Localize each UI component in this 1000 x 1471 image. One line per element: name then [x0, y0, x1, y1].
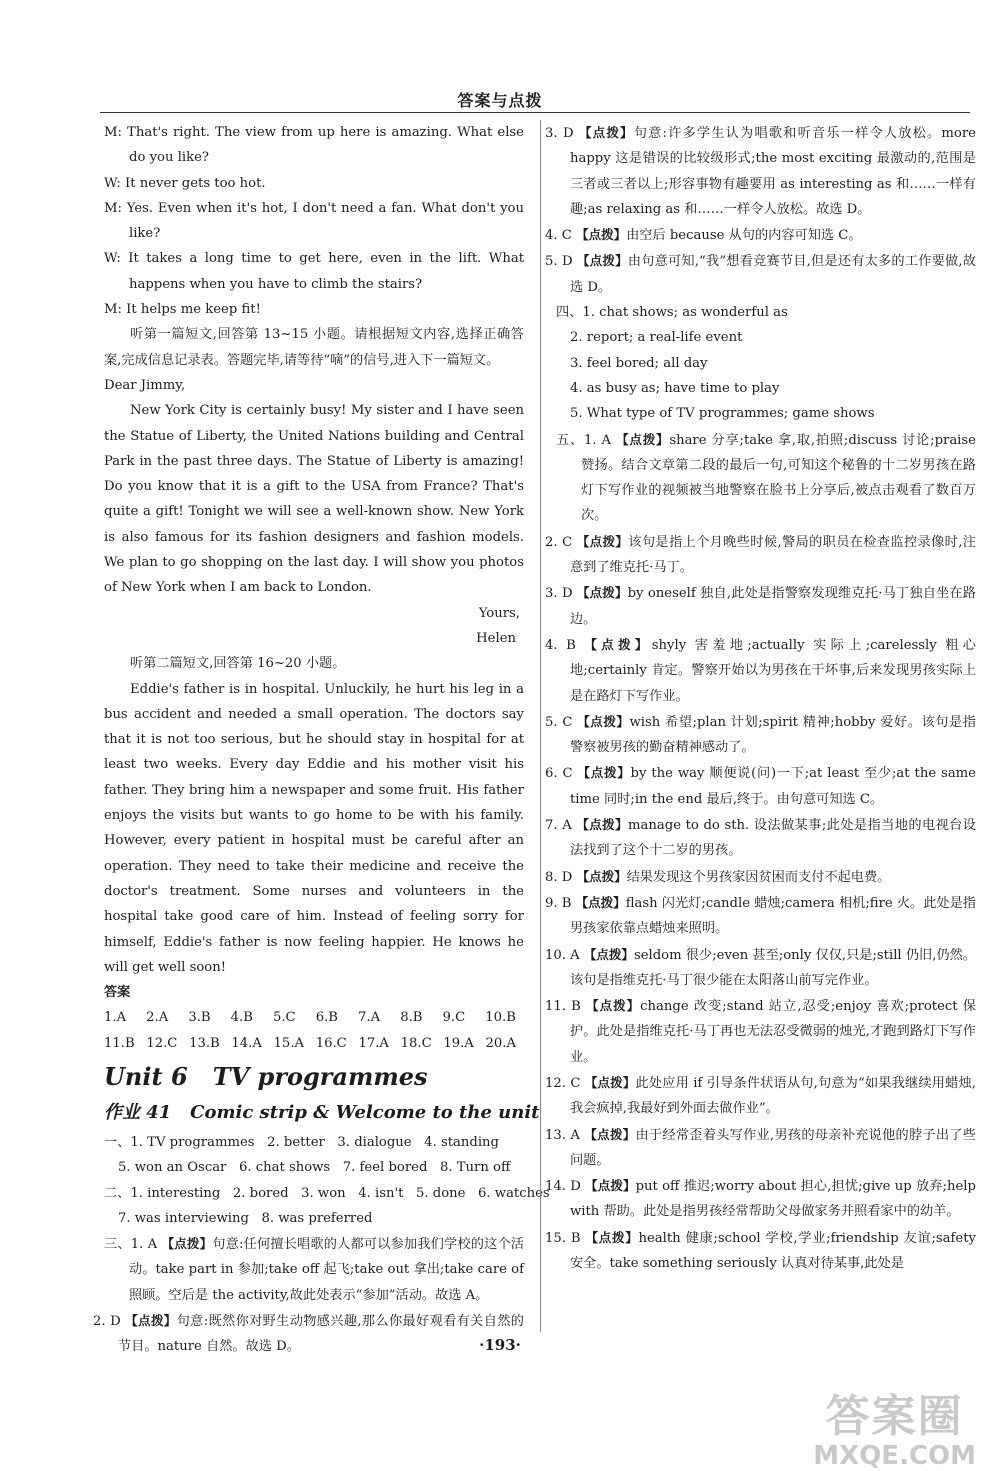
section-5-item	[545, 993, 976, 1070]
watermark-logo-text: 答案圈	[825, 1391, 964, 1442]
answer: 1.A	[104, 1010, 127, 1026]
item-text: 由句意可知,“我”想看竞赛节目,但是还有太多的工作要做,故选 D。	[570, 254, 976, 295]
key-label: 【点拨】	[585, 1229, 639, 1245]
letter-closing: Yours,	[478, 605, 520, 621]
answer: 12.C	[146, 1035, 178, 1051]
item-text: change 改变;stand 站立,忍受;enjoy 喜欢;protect 保护。此处是指维克托·马丁再也无法忍受微弱的烛光,才跑到路灯下写作业。	[570, 999, 976, 1065]
section-4-line: 2. report; a real-life event	[570, 330, 743, 346]
watermark-logo	[813, 1392, 976, 1442]
section-4-line: 四、1. chat shows; as wonderful as	[556, 305, 788, 321]
answers-row-1	[104, 1005, 524, 1030]
item-number: 5. D	[545, 254, 573, 270]
section-2-line: 二、1. interesting 2. bored 3. won 4. isn't 5. done 6. watches	[104, 1185, 550, 1201]
site-watermark	[813, 1392, 976, 1470]
letter-signature: Helen	[476, 630, 516, 646]
section-5-item	[545, 529, 976, 581]
item-number: 8. D	[545, 869, 573, 885]
answer: 10.B	[485, 1010, 516, 1026]
item-text: 句意:许多学生认为唱歌和听音乐一样令人放松。more happy 这是错误的比较级形式;the most exciting 最激动的,范围是三者或三者以上;形容事物有趣要用 as interesting as 和……一样有趣;as relaxing as 和……一样令人放松。故选 D。	[570, 126, 976, 217]
key-label: 【点拨】	[616, 431, 670, 447]
section-5-item	[545, 890, 976, 942]
key-label: 【点拨】	[161, 1236, 213, 1252]
dialogue-line: M: That's right. The view from up here is amazing. What else do you like?	[104, 125, 524, 166]
watermark-url: MXQE.COM	[813, 1441, 976, 1471]
key-label: 【点拨】	[576, 868, 627, 884]
item-number: 9. B	[545, 895, 572, 911]
key-label: 【点拨】	[576, 585, 628, 601]
answer: 2.A	[146, 1010, 169, 1026]
section-5-item	[545, 812, 976, 864]
item-text: by the way 顺便说(问)一下;at least 至少;at the same time 同时;in the end 最后,终于。由句意可知选 C。	[570, 766, 976, 807]
item-number: 14. D	[545, 1179, 581, 1195]
key-label: 【点拨】	[577, 765, 631, 781]
item-text: 句意:既然你对野生动物感兴趣,那么你最好观看有关自然的节目。nature 自然。故选 D。	[118, 1314, 524, 1355]
item-text: 该句是指上个月晚些时候,警局的职员在检查监控录像时,注意到了维克托·马丁。	[570, 534, 976, 576]
item-text: 结果发现这个男孩家因贫困而支付不起电费。	[626, 869, 891, 885]
answer: 16.C	[315, 1035, 347, 1051]
answer: 13.B	[189, 1035, 220, 1051]
section-5-item	[556, 427, 976, 529]
column-divider	[540, 120, 541, 1332]
answer: 5.C	[272, 1010, 296, 1026]
letter-greeting: Dear Jimmy,	[104, 377, 186, 393]
key-label: 【点拨】	[586, 998, 641, 1014]
answer: 9.C	[442, 1010, 466, 1026]
key-label: 【点拨】	[125, 1313, 177, 1329]
item-text: 由空后 because 从句的内容可知选 C。	[626, 228, 862, 244]
item-number: 3. D	[545, 126, 574, 141]
item-number: 12. C	[545, 1075, 581, 1091]
section-5-item	[545, 1225, 976, 1277]
listening-instruction-1: 听第一篇短文,回答第 13~15 小题。请根据短文内容,选择正确答案,完成信息记录表。答题完毕,请等待“嘀”的信号,进入下一篇短文。	[104, 327, 524, 368]
item-number: 5. C	[545, 714, 573, 730]
item-text: by oneself 独自,此处是指警察发现维克托·马丁独自坐在路边。	[570, 586, 976, 627]
key-label: 【点拨】	[578, 125, 634, 140]
answer: 8.B	[400, 1010, 423, 1026]
item-text: 句意:任何擅长唱歌的人都可以参加我们学校的这个活动。take part in 参加;take off 起飞;take out 拿出;take care of 照顾。空后是 the activity,故此处表示“参加”活动。故选 A。	[129, 1237, 524, 1303]
key-label: 【点拨】	[584, 1074, 636, 1090]
section-2-line: 7. was interviewing 8. was preferred	[118, 1210, 373, 1226]
item-text: put off 推迟;worry about 担心,担忧;give up 放弃;help with 帮助。此处是指男孩经常帮助父母做家务并照看家中的幼羊。	[570, 1179, 976, 1220]
dialogue-line: M: It helps me keep fit!	[104, 302, 261, 318]
item-text: manage to do sth. 设法做某事;此处是指当地的电视台设法找到了这个十二岁的男孩。	[570, 818, 976, 859]
dialogue-line: M: Yes. Even when it's hot, I don't need a fan. What don't you like?	[104, 200, 524, 242]
item-number: 三、1. A	[104, 1237, 158, 1253]
answer: 6.B	[315, 1010, 338, 1026]
key-label: 【点拨】	[585, 1178, 636, 1194]
key-label: 【点拨】	[583, 946, 634, 962]
dialogue-line: W: It never gets too hot.	[104, 175, 266, 191]
page-header-title: 答案与点拨	[457, 91, 543, 110]
key-label: 【点拨】	[576, 227, 627, 243]
answers-label: 答案	[104, 985, 131, 1001]
item-text: shyly 害羞地;actually 实际上;carelessly 粗心地;certainly 肯定。警察开始以为男孩在干坏事,后来发现男孩实际上是在路灯下写作业。	[570, 637, 976, 704]
answer: 19.A	[443, 1035, 474, 1051]
item-text: 此处应用 if 引导条件状语从句,句意为“如果我继续用蜡烛,我会疯掉,我最好到外面去做作业”。	[570, 1075, 976, 1117]
left-column	[93, 120, 550, 1360]
section-5-item	[545, 1070, 976, 1122]
section-5-item	[545, 1122, 976, 1174]
section-3-item	[545, 248, 976, 300]
key-label: 【点拨】	[576, 253, 628, 269]
passage-2: Eddie's father is in hospital. Unluckily, he hurt his leg in a bus accident and needed a small operation. The doctors say that it is not too serious, but he should stay in hospital for at least two weeks. Every day Eddie and his mother visit his father. They bring him a newspaper and some fruit. His father enjoys the visits but wants to go home to be with his family. However, every patient in hospital must be careful after an operation. They need to take their medicine and receive the doctor's treatment. Some nurses and volunteers in the hospital take good care of him. Instead of feeling sorry for himself, Eddie's father is now feeling happier. He knows he will get well soon!	[104, 681, 524, 975]
section-5-item	[545, 1173, 976, 1225]
item-number: 2. D	[93, 1314, 121, 1330]
page-number: ·193·	[479, 1336, 521, 1354]
item-text: flash 闪光灯;candle 蜡烛;camera 相机;fire 火。此处是指男孩家依靠点蜡烛来照明。	[570, 895, 976, 937]
section-3-item	[545, 222, 976, 248]
section-5-item	[545, 864, 976, 890]
right-column	[545, 120, 976, 1276]
item-number: 7. A	[545, 818, 572, 834]
answer: 15.A	[273, 1035, 305, 1051]
header-rule	[100, 112, 970, 113]
section-4-line: 5. What type of TV programmes; game shows	[570, 406, 875, 422]
assignment-title: 作业 41 Comic strip & Welcome to the unit	[104, 1101, 540, 1123]
item-number: 2. C	[545, 534, 573, 550]
item-number: 3. D	[545, 586, 573, 602]
key-label: 【点拨】	[577, 713, 630, 729]
key-label: 【点拨】	[576, 533, 629, 549]
answer: 4.B	[230, 1010, 253, 1026]
answer: 14.A	[231, 1035, 262, 1051]
section-4-line: 3. feel bored; all day	[570, 355, 708, 371]
item-number: 五、1. A	[556, 432, 612, 448]
item-text: health 健康;school 学校,学业;friendship 友谊;safety 安全。take something seriously 认真对待某事,此处是	[570, 1230, 976, 1272]
item-number: 4. B	[545, 637, 576, 653]
item-text: seldom 很少;even 甚至;only 仅仅,只是;still 仍旧,仍然。该句是指维克托·马丁很少能在太阳落山前写完作业。	[570, 947, 976, 988]
answer: 11.B	[104, 1035, 135, 1051]
item-number: 15. B	[545, 1230, 581, 1246]
answer: 20.A	[485, 1035, 516, 1051]
answer: 18.C	[400, 1035, 432, 1051]
key-label: 【点拨】	[584, 1126, 636, 1142]
section-5-item	[545, 942, 976, 994]
section-5-item	[545, 632, 976, 709]
section-5-item	[545, 580, 976, 632]
item-number: 13. A	[545, 1127, 580, 1143]
section-3-item	[104, 1231, 524, 1308]
section-5-item	[545, 709, 976, 761]
listening-instruction-2: 听第二篇短文,回答第 16~20 小题。	[130, 656, 346, 672]
key-label: 【点拨】	[584, 636, 652, 652]
item-number: 4. C	[545, 228, 572, 244]
item-text: share 分享;take 拿,取,拍照;discuss 讨论;praise 赞扬。结合文章第二段的最后一句,可知这个秘鲁的十二岁男孩在路灯下写作业的视频被当地警察在脸书上分享后,被点击观看了数百万次。	[581, 432, 976, 524]
answers-row-2	[104, 1031, 524, 1056]
item-number: 6. C	[545, 766, 573, 782]
answer: 7.A	[358, 1010, 381, 1026]
key-label: 【点拨】	[576, 817, 629, 833]
item-text: wish 希望;plan 计划;spirit 精神;hobby 爱好。该句是指警察被男孩的勤奋精神感动了。	[570, 714, 976, 756]
section-5-item	[545, 760, 976, 812]
letter-body: New York City is certainly busy! My sister and I have seen the Statue of Liberty, the United Nations building and Central Park in the past three days. The Statue of Liberty is amazing! Do you know that it is a gift to the USA from France? That's quite a gift! Tonight we will see a well-known show. New York is also famous for its fashion designers and fashion models. We plan to go shopping on the last day. I will show you photos of New York when I am back to London.	[104, 403, 524, 596]
answer: 17.A	[358, 1035, 389, 1051]
key-label: 【点拨】	[575, 894, 626, 910]
section-1-line: 一、1. TV programmes 2. better 3. dialogue 4. standing	[104, 1134, 499, 1150]
item-text: 由于经常歪着头写作业,男孩的母亲补充说他的脖子出了些问题。	[570, 1127, 976, 1168]
dialogue-line: W: It takes a long time to get here, even in the lift. What happens when you have to climb the stairs?	[104, 251, 524, 292]
item-number: 10. A	[545, 947, 580, 963]
section-4-line: 4. as busy as; have time to play	[570, 380, 780, 396]
item-number: 11. B	[545, 999, 581, 1015]
section-3-item	[545, 120, 976, 222]
answer: 3.B	[188, 1010, 211, 1026]
section-1-line: 5. won an Oscar 6. chat shows 7. feel bored 8. Turn off	[118, 1160, 511, 1176]
unit-title: Unit 6 TV programmes	[104, 1061, 428, 1091]
